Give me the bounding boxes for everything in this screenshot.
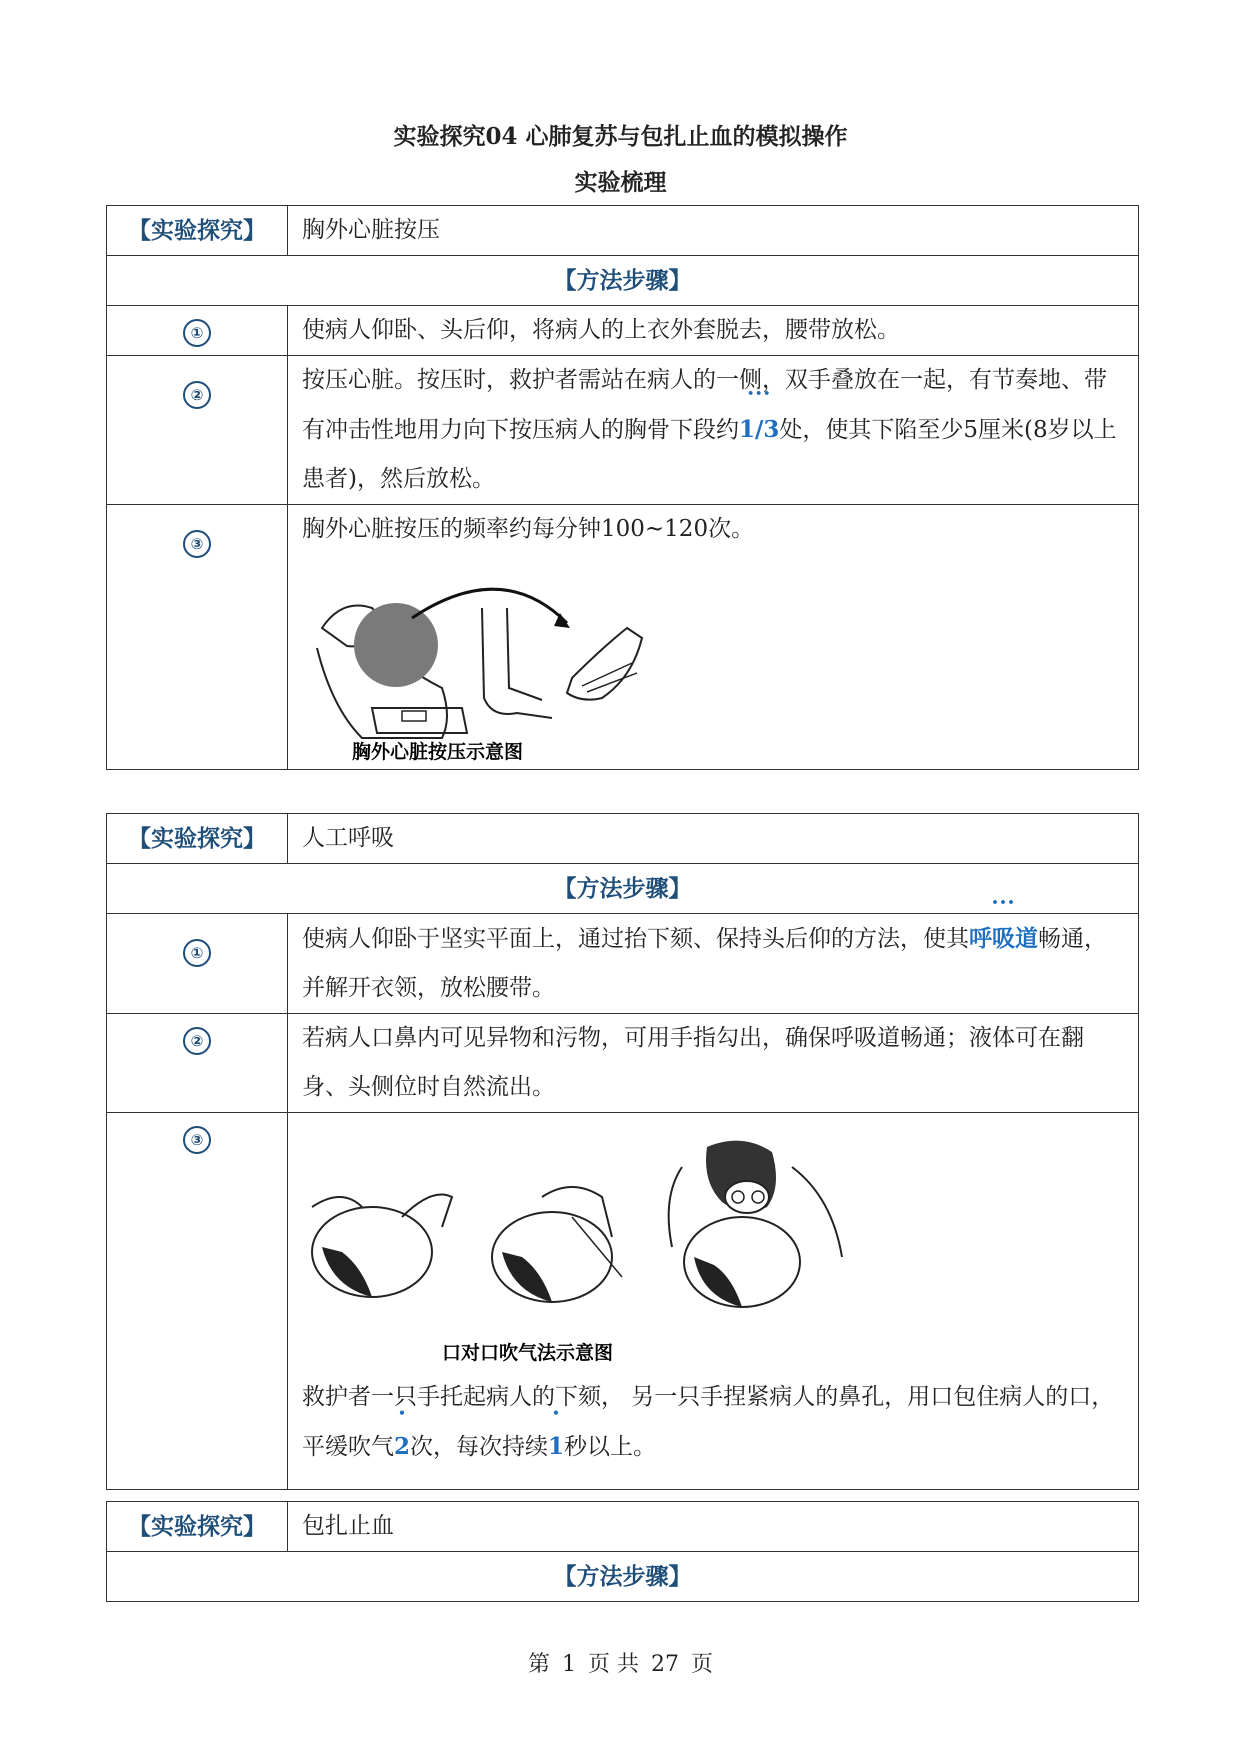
chest-compression-illustration [302,568,662,768]
step-number: ① [107,306,288,356]
step-number: ② [107,356,288,505]
total-pages: 27 [651,1652,679,1677]
step-number: ② [107,1014,288,1113]
document-subtitle: 实验梳理 [574,169,667,196]
document-title: 实验探究04 心肺复苏与包扎止血的模拟操作 [393,123,848,150]
step-text: 使病人仰卧于坚实平面上，通过抬下颏、保持头后仰的方法，使其••• 呼吸道畅通，并解开衣领，放松腰带。 [288,914,1139,1014]
steps-header: 【方法步骤】 [107,1552,1139,1602]
step-content [288,1113,1139,1490]
section-label: 【实验探究】 [107,206,288,256]
emphasis-value: ••• 1/3 [739,416,779,443]
step-number: ③ [107,1113,288,1490]
section-label: 【实验探究】 [107,814,288,864]
step-number: ③ [107,505,288,770]
step-text: 救护者一只手托起病人的下颏， 另一只手捏紧病人的鼻孔，用口包住病人的口，平缓吹气• 2次，每次持续• 1秒以上。 [302,1373,1124,1472]
section-cpr-compression [106,205,1139,770]
step-text: 按压心脏。按压时，救护者需站在病人的一侧，双手叠放在一起，有节奏地、带有冲击性地用力向下按压病人的胸骨下段约••• 1/3处，使其下陷至少5厘米(8岁以上患者)，然后放松。 [288,356,1139,505]
page-number: 1 [562,1652,576,1677]
emphasis-value: • 2 [394,1433,410,1460]
step-text: 胸外心脏按压的频率约每分钟100~120次。 [302,516,755,542]
steps-header: 【方法步骤】 [107,256,1139,306]
section-artificial-respiration [106,813,1139,1490]
steps-header: 【方法步骤】 [107,864,1139,914]
emphasis-value: • 1 [548,1433,564,1460]
page-footer: 第 1 页 共 27 页 [527,1652,714,1677]
section-topic: 人工呼吸 [288,814,1139,864]
step-number: ① [107,914,288,1014]
step-text: 使病人仰卧、头后仰，将病人的上衣外套脱去，腰带放松。 [288,306,1139,356]
step-content [288,505,1139,770]
section-label: 【实验探究】 [107,1502,288,1552]
step-text: 若病人口鼻内可见异物和污物，可用手指勾出，确保呼吸道畅通；液体可在翻身、头侧位时自然流出。 [288,1014,1139,1113]
section-topic: 包扎止血 [288,1502,1139,1552]
figure-caption: 口对口吹气法示意图 [442,1342,614,1364]
section-bandaging [106,1501,1139,1602]
mouth-to-mouth-illustration [302,1127,862,1367]
section-topic: 胸外心脏按压 [288,206,1139,256]
figure-caption: 胸外心脏按压示意图 [352,741,524,763]
emphasis-value: ••• 呼吸道 [969,925,1038,952]
